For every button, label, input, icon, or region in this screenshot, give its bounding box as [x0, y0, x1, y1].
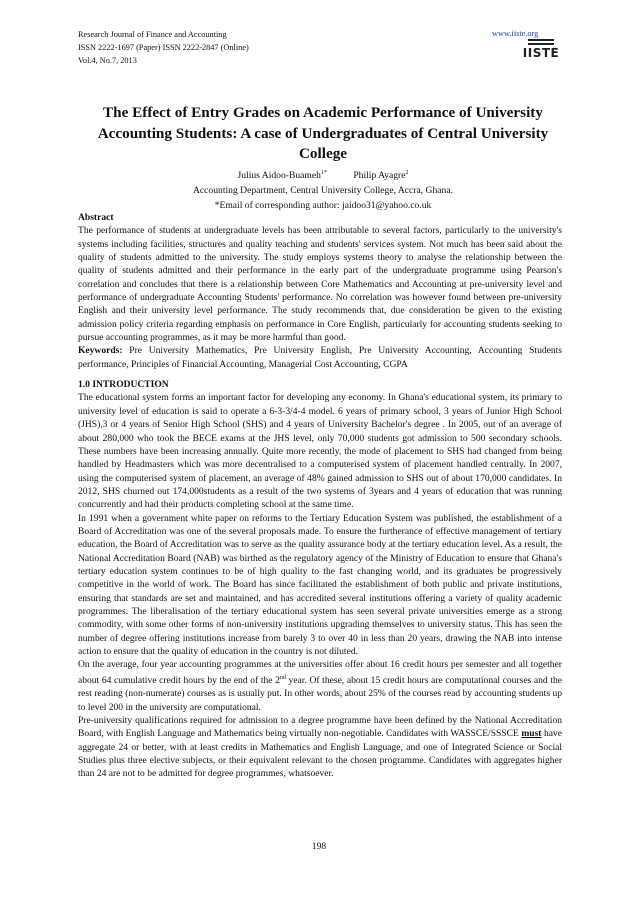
corresponding-email: *Email of corresponding author: jaidoo31@yahoo.co.uk — [214, 200, 432, 212]
intro-paragraph-2: In 1991 when a government white paper on reforms to the Tertiary Education System was published, the establishment of a Board of Accreditation was one of the several proposals made. To ensure the furtherance of effective management of tertiary education, the Board of Accreditation was to serve as the quality assurance body at the tertiary education level. As a result, the National Accreditation Board (NAB) was birthed as the regulatory agency of the Ministry of Education to ensure that Ghana's tertiary education system continues to be of high quality to the fast changing world, and its graduates be progressively competitive in the world of work. The Board has since facilitated the establishment of both public and private institutions, ensuring that standards are set and maintained, and has accredited several institutions offering a variety of quality academic programmes. The liberalisation of the tertiary educational system has seen several private universities emerge as a strong commodity, with some other forms of non-university institutions upgrading themselves to university status. This has seen the number of degree offering institutions increase from barely 3 to over 40 in less than 20 years, drawing the NAB into intense action to ensure that the quality of education in the country is not diluted. — [78, 512, 562, 657]
abstract-text: The performance of students at undergraduate levels has been attributable to several factors, particularly to the university's systems including facilities, structures and quality teaching and students' services system. Not much has been said about the quality of students admitted to the university. The study employs systems theory to analyse the relationship between the quality of students admitted and their performance in the early part of the undergraduate programme using Pearson's correlation and concludes that there is a relationship between Core Mathematics and Accounting at pre-university level and performance of undergraduate Accounting Students' performance. No correlation was however found between pre-university English and their university level performance. The study recommends that, due consideration be given to the existing admission policy criteria regarding emphasis on performance in Core English, particularly for accounting students seeking to pursue accounting programmes, as it may be more harmful than good. — [78, 225, 562, 344]
keywords-text: Pre University Mathematics, Pre University English, Pre University Accounting, Accounting Students performance, Principles of Financial Accounting, Managerial Cost Accounting, CGPA — [78, 345, 562, 370]
journal-name: Research Journal of Finance and Accounting — [78, 30, 227, 39]
intro-paragraph-1: The educational system forms an important factor for developing any economy. In Ghana's educational system, its primary to university level of education is said to operate a 6-3-3/4-4 model. 6 years of primary school, 3 years of Junior High School (JHS),3 or 4 years of Senior High School (SHS) and 4 years of University Bachelor's degree . In 2005, out of an average of about 280,000 who took the BECE exams at the JHS level, only 70,000 students got admission to 500 secondary schools. These numbers have been increasing annually. Quite more recently, the mode of placement to SHS had changed from being handled by Headmasters which was more decentralised to a computerised system of placement handled centrally. In 2007, using the computerised system of placement, an average of 48% gained admission to SHS out of about 170,000 candidates. In 2012, SHS churned out 174,000students as a result of the two systems of 3years and 4 years of education that was running concurrently and had their products completing school at the same time. — [78, 392, 562, 511]
page-number: 198 — [311, 841, 327, 852]
intro-paragraph-4 — [78, 714, 562, 781]
abstract-heading: Abstract — [78, 212, 114, 223]
author-2-sup: 2 — [405, 170, 409, 176]
intro-p3-part-a: On the average, four year accounting programmes at the universities offer about 16 credit hours per semester and all together about 64 cumulative credit hours by the end of the 2 — [78, 659, 562, 686]
author-block — [80, 166, 566, 213]
author-1-sup: 1* — [320, 170, 327, 176]
intro-p3-sup: nd — [279, 674, 286, 681]
paper-body — [78, 211, 562, 781]
intro-p4-must: must — [521, 728, 542, 740]
intro-paragraph-3 — [78, 658, 562, 714]
affiliation: Accounting Department, Central University College, Accra, Ghana. — [192, 185, 453, 197]
intro-p4-part-b: have aggregate 24 or better, with at least credits in Mathematics and English Language, and one of Integrated Science or Social Studies plus three elective subjects, or their equivalent relevant to the chosen programme. Candidates with aggregates higher than 24 are not to be admitted for degree programmes, whatsoever. — [78, 728, 562, 780]
journal-volume: Vol.4, No.7, 2013 — [78, 56, 137, 65]
author-line — [80, 166, 566, 183]
intro-heading: 1.0 INTRODUCTION — [78, 379, 169, 391]
keywords-label: Keywords: — [78, 345, 123, 357]
logo-text: IISTE — [522, 46, 560, 60]
keywords — [78, 344, 562, 371]
iiste-logo — [522, 39, 560, 69]
journal-issn: ISSN 2222-1697 (Paper) ISSN 2222-2847 (Online) — [78, 43, 249, 52]
intro-p3-part-b: year. Of these, about 15 credit hours are computational courses and the rest reading (non-numerate) courses as is usually put. In other words, about 25% of the courses read by accounting students up to level 200 in the university are computational. — [78, 674, 562, 713]
paper-title: The Effect of Entry Grades on Academic Performance of University Accounting Students: A case of Undergraduates of Central University College — [97, 104, 549, 162]
journal-website-link[interactable]: www.iiste.org — [492, 29, 539, 38]
logo-bar — [528, 39, 554, 41]
intro-p4-part-a: Pre-university qualifications required for admission to a degree programme have been defined by the National Accreditation Board, with English Language and Mathematics being virtually non-negotiable. Candidates with WASSCE/SSSCE — [78, 714, 562, 740]
author-1: Julius Aidoo-Buameh — [237, 170, 321, 182]
author-2: Philip Ayagre — [353, 170, 406, 182]
logo-bar — [528, 43, 554, 45]
